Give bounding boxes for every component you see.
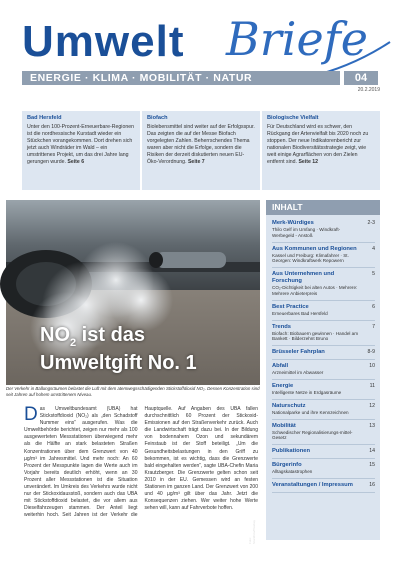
toc-item-title: Brüsseler Fahrplan (272, 349, 325, 356)
toc-heading: INHALT (266, 200, 380, 215)
article-body: as Umweltbundesamt (UBA) hat Stickstoffdioxid (NO₂) als „den Schadstoff Nummer eins“ ausgerufen. Was die Umweltbehörde berichtet, zeigen nur mehr als 100 ausgewerteten Messstationen überwiegend mehr als die Hälfte an stark belasteten Straßen Konzentrationen über dem Grenzwert von 40 µg/m³ im Jahresmittel. Und mehr noch: An 60 Prozent der Messpunkte lagen die Werte auch im Vorjahr bereits deutlich erhöht, wenn an 30 Prozent aller Messstationen ist die Situation unverändert. Im Umkreis des Verkehrs wurde nicht nur der Stickoxidausstoß, sondern auch das UBA mit Stickstoffdioxid belastet, die vor allem aus Dieselfahrzeugen stammen. Der Anteil liegt weiterhin hoch. Seit Jahren ist der Verkehr die Hauptquelle. Auf Angaben des UBA fallen durchschnittlich 60 Prozent der Stickoxid-Emissionen auf den Straßenverkehr zurück. Auch die Landwirtschaft trägt dazu bei. In der Bildung von bodennahem Ozon und sekundärem Feinstaub ist der Stoff beteiligt. „Um die Gesundheitsbelastungen in den Griff zu bekommen, ist es wichtig, dass die Grenzwerte bald eingehalten werden“, sagte UBA-Chefin Maria Krautzberger. Die Grenzwerte gelten schon seit 2010 in der EU. Gemessen wird an festen Stationen im ganzen Land. Der Grenzwert von 200 und 40 µg/m³ gilt über das Jahr. Jetzt die Konsequenzen ziehen. Wer weiter hohe Werte sehen will, kann auf Fahrverbote hoffen. (24, 406, 258, 519)
toc-item-page: 14 (369, 448, 375, 455)
teaser-text: Für Deutschland wird es schwer, den Rückgang der Artenvielfalt bis 2020 noch zu stoppen. Der neue Indikatorenbericht zur nationalen Biodiversitätsstrategie zeigt, wie weit einige Agrarflächen von den Zielen entfernt sind. Seite 12 (267, 124, 369, 165)
toc-item[interactable] (272, 360, 375, 380)
toc-item-title: Aus Kommunen und Regionen (272, 245, 357, 252)
toc-item-page: 4 (372, 245, 375, 252)
toc-item[interactable] (272, 380, 375, 400)
toc-item-title: Naturschutz (272, 402, 306, 409)
teaser-title: Biologische Vielfalt (267, 115, 319, 121)
toc-item[interactable] (272, 346, 375, 360)
toc-item[interactable] (272, 459, 375, 479)
toc-item-page: 16 (369, 481, 375, 488)
toc-item[interactable] (272, 445, 375, 459)
toc-item[interactable] (272, 268, 375, 301)
toc-item-subtitle: Schwedischer Regionalisierungs-mittel-Gesetz (272, 429, 353, 441)
teaser-title: Biofach (147, 115, 168, 121)
toc-item[interactable] (272, 321, 375, 347)
toc-item-subtitle: Nationalparke und ihre Kennzeichnen (272, 409, 349, 415)
toc-item-page: 15 (369, 462, 375, 469)
article-dropcap: D (24, 404, 38, 425)
photo-credit: Foto: Stockfoto/Pixabay (248, 520, 256, 545)
logo-umwelt: Umwelt (22, 17, 185, 66)
toc-item-title: Trends (272, 323, 292, 330)
toc-item[interactable] (272, 420, 375, 446)
toc-item-page: 13 (369, 422, 375, 429)
toc-item-title: Energie (272, 382, 294, 389)
toc-item-page: 8-9 (367, 349, 375, 356)
toc-item[interactable] (272, 217, 375, 243)
headline-line-1: $NO_2$ ist das (40, 324, 146, 349)
toc-item-title: Mobilität (272, 422, 296, 429)
photo-caption: Der Verkehr in Ballungsräumen belastet die Luft mit dem atemwegsschädigenden Stickstoffdioxid NO₂. Dessen Konzentration sind seit Jahren auf hohem umstrittenem Niveau. (6, 386, 260, 397)
teaser-title: Bad Hersfeld (27, 115, 62, 121)
teaser-page-ref: Seite 7 (187, 159, 205, 165)
toc-item-subtitle: Alltagskatastrophen (272, 469, 313, 475)
teaser-bad-hersfeld[interactable] (22, 111, 140, 190)
toc-item-title: Merk-Würdiges (272, 220, 314, 226)
teaser-page-ref: Seite 12 (298, 159, 319, 165)
table-of-contents (266, 200, 380, 540)
logo-briefe: Briefe (226, 12, 368, 66)
toc-item-title: Abfall (272, 363, 289, 370)
toc-item-page: 5 (372, 271, 375, 278)
toc-item[interactable] (272, 301, 375, 321)
toc-item-page: 10 (369, 363, 375, 370)
toc-item-subtitle: CO₂-Dichtigkeit bei alten Autos · Mehrere: Mehrere Anbieterpreis (272, 285, 358, 296)
toc-item-subtitle: Biofach: Biobauern gewinnen · Handel am Bankett · Bilderzehnt Bruno (272, 330, 359, 342)
toc-item-title: Publikationen (272, 448, 311, 455)
teaser-page-ref: Seite 6 (67, 159, 85, 165)
toc-item-page: 11 (369, 382, 375, 389)
lead-article (24, 406, 258, 554)
toc-item-page: 2-3 (367, 220, 375, 226)
teaser-text: Biolebensmittel sind weiter auf der Erfolgsspur. Das zeigten die auf der Messe Biofach vorgelegten Zahlen. Beherrschendes Thema waren aber nicht die Erfolge, sondern die Risiken der derzeit diskutierten neuen EU-Öko-Verordnung. Seite 7 (147, 124, 255, 165)
issue-date: 20.2.2019 (357, 87, 380, 93)
headline-line-2: Umweltgift No. 1 (40, 352, 197, 374)
toc-item-title: Best Practice (272, 303, 309, 310)
headline-subscript: 2 (70, 337, 77, 349)
toc-item-subtitle: Erneuerbares Bad Hersfeld (272, 310, 328, 316)
toc-item-subtitle: Intelligente Netze in Erdgasräume (272, 389, 342, 395)
toc-item-subtitle: Arzneimittel im Abwasser (272, 370, 324, 376)
toc-item[interactable] (272, 400, 375, 420)
toc-item-title: Aus Unternehmen und Forschung (272, 271, 335, 285)
toc-item[interactable] (272, 243, 375, 269)
toc-item-page: 12 (369, 402, 375, 409)
toc-item-subtitle: Thilo Gelf im Umfang · Windkraft-Werbegeld - Anstoß (272, 227, 341, 238)
toc-item-title: Veranstaltungen / Impressum (272, 481, 353, 488)
toc-item-subtitle: Kassel und Freiburg: Klimafahrer · St. Georgen: Windkraftwerk Repowern (272, 252, 349, 264)
toc-item-title: Bürgerinfo (272, 462, 302, 469)
topic-bar: ENERGIE · KLIMA · MOBILITÄT · NATUR (22, 71, 340, 85)
teaser-text: Unter den 100-Prozent-Erneuerbare-Regionen ist die nordhessische Kurstadt wieder ein Stückchen vorangekommen. Dort drehen sich jetzt auch Windräder im Wald – ein umstrittenes Projekt, um das drei Jahre lang gerungen wurde. Seite 6 (27, 124, 134, 165)
toc-item[interactable] (272, 479, 375, 493)
cover-headline (40, 325, 197, 373)
toc-item-page: 6 (372, 303, 375, 310)
toc-item-page: 7 (372, 323, 375, 330)
teaser-biofach[interactable] (142, 111, 260, 190)
teaser-biologische-vielfalt[interactable] (262, 111, 380, 190)
toc-list (266, 215, 380, 493)
issue-number: 04 (344, 71, 378, 85)
